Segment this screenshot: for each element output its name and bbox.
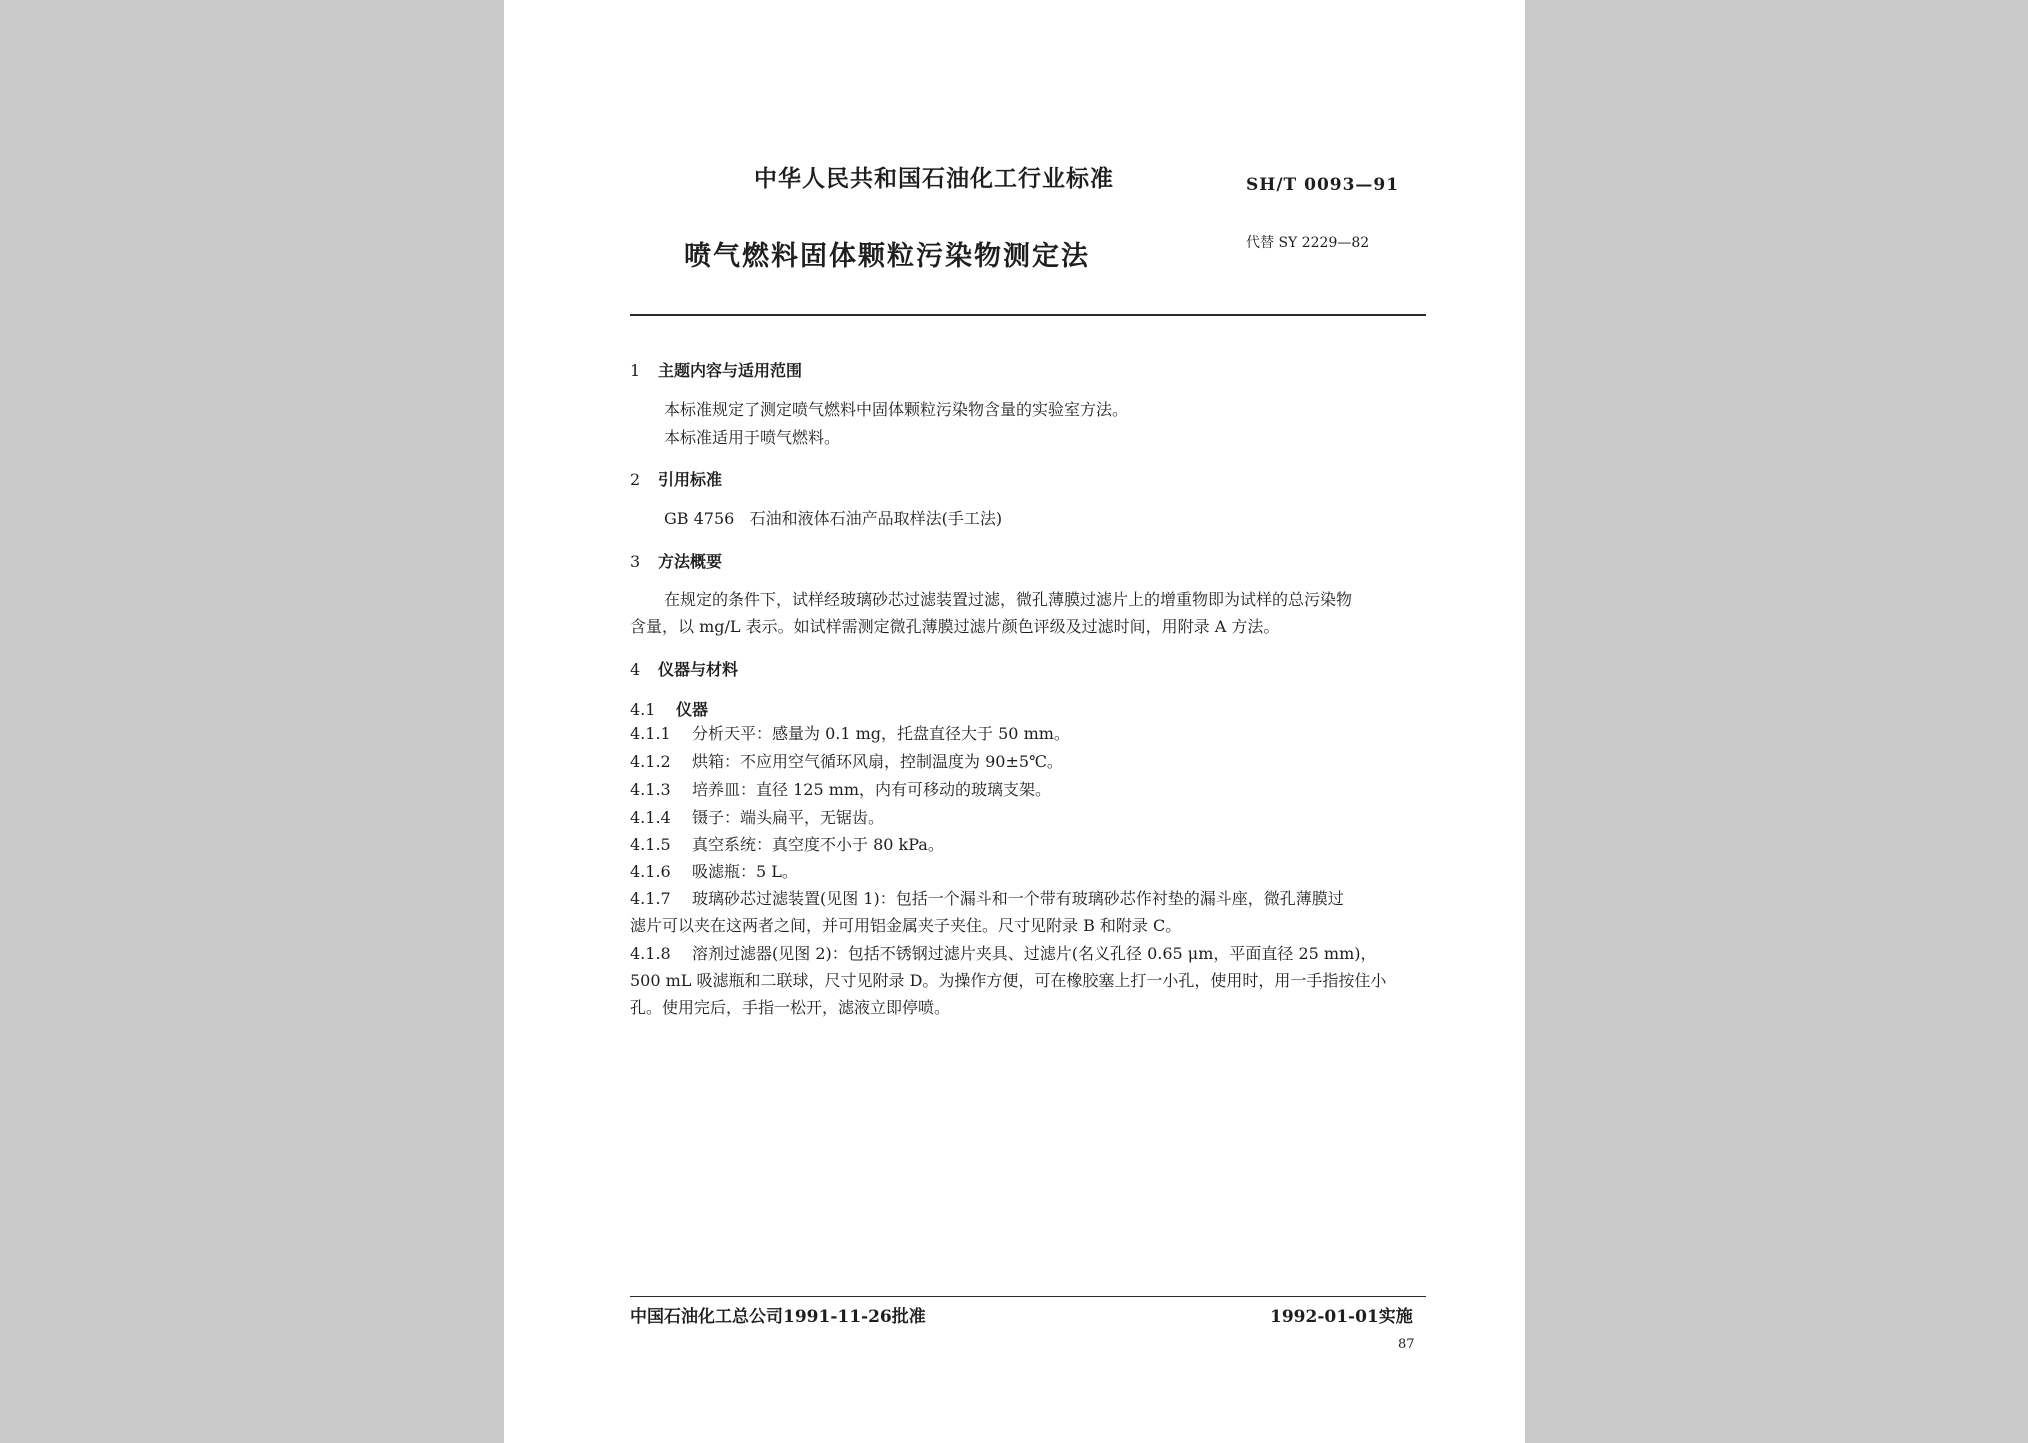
- item-4-1-7: 4.1.7 玻璃砂芯过滤装置(见图 1)：包括一个漏斗和一个带有玻璃砂芯作衬垫的漏斗座，微孔薄膜过: [630, 889, 1344, 908]
- section-3-heading: 3 方法概要: [630, 552, 723, 571]
- implementation-date: 1992-01-01实施: [1270, 1307, 1413, 1327]
- standard-category: 中华人民共和国石油化工行业标准: [754, 165, 1114, 192]
- item-4-1-6: 4.1.6 吸滤瓶：5 L。: [630, 862, 798, 881]
- section-1-paragraph-2: 本标准适用于喷气燃料。: [664, 428, 841, 447]
- reference-title: 石油和液体石油产品取样法(手工法): [749, 509, 1003, 528]
- item-4-1-7-continuation: 滤片可以夹在这两者之间，并可用铝金属夹子夹住。尺寸见附录 B 和附录 C。: [630, 916, 1182, 935]
- section-1-paragraph-1: 本标准规定了测定喷气燃料中固体颗粒污染物含量的实验室方法。: [664, 400, 1129, 419]
- item-4-1-8-continuation-1: 500 mL 吸滤瓶和二联球，尺寸见附录 D。为操作方便，可在橡胶塞上打一小孔，使用时，用一手指按住小: [630, 971, 1387, 990]
- section-1-heading: 1 主题内容与适用范围: [630, 361, 803, 380]
- document-title: 喷气燃料固体颗粒污染物测定法: [684, 241, 1090, 272]
- item-4-1-5: 4.1.5 真空系统：真空度不小于 80 kPa。: [630, 835, 944, 854]
- section-4-heading: 4 仪器与材料: [630, 660, 739, 679]
- replaces-standard: 代替 SY 2229—82: [1246, 235, 1370, 251]
- item-4-1-3: 4.1.3 培养皿：直径 125 mm，内有可移动的玻璃支架。: [630, 780, 1052, 799]
- item-4-1-8: 4.1.8 溶剂过滤器(见图 2)：包括不锈钢过滤片夹具、过滤片(名义孔径 0.65 μm，平面直径 25 mm)，: [630, 944, 1377, 963]
- footer-divider: [630, 1296, 1426, 1297]
- item-4-1-8-continuation-2: 孔。使用完后，手指一松开，滤液立即停喷。: [630, 998, 951, 1017]
- item-4-1-4: 4.1.4 镊子：端头扁平，无锯齿。: [630, 808, 885, 827]
- standard-code: SH/T 0093—91: [1246, 175, 1400, 195]
- subsection-4-1-heading: 4.1 仪器: [630, 700, 709, 719]
- header-divider: [630, 314, 1426, 316]
- item-4-1-1: 4.1.1 分析天平：感量为 0.1 mg，托盘直径大于 50 mm。: [630, 724, 1070, 743]
- item-4-1-2: 4.1.2 烘箱：不应用空气循环风扇，控制温度为 90±5℃。: [630, 752, 1063, 771]
- reference-standard: [664, 508, 1002, 530]
- section-2-heading: 2 引用标准: [630, 470, 723, 489]
- document-page: [504, 0, 1525, 1443]
- section-3-line-1: 在规定的条件下，试样经玻璃砂芯过滤装置过滤，微孔薄膜过滤片上的增重物即为试样的总污染物: [664, 590, 1353, 609]
- reference-code: GB 4756: [664, 509, 735, 528]
- approval-date: 中国石油化工总公司1991-11-26批准: [630, 1307, 926, 1327]
- page-number: 87: [1398, 1337, 1415, 1352]
- section-3-line-2: 含量，以 mg/L 表示。如试样需测定微孔薄膜过滤片颜色评级及过滤时间，用附录 A 方法。: [630, 617, 1280, 636]
